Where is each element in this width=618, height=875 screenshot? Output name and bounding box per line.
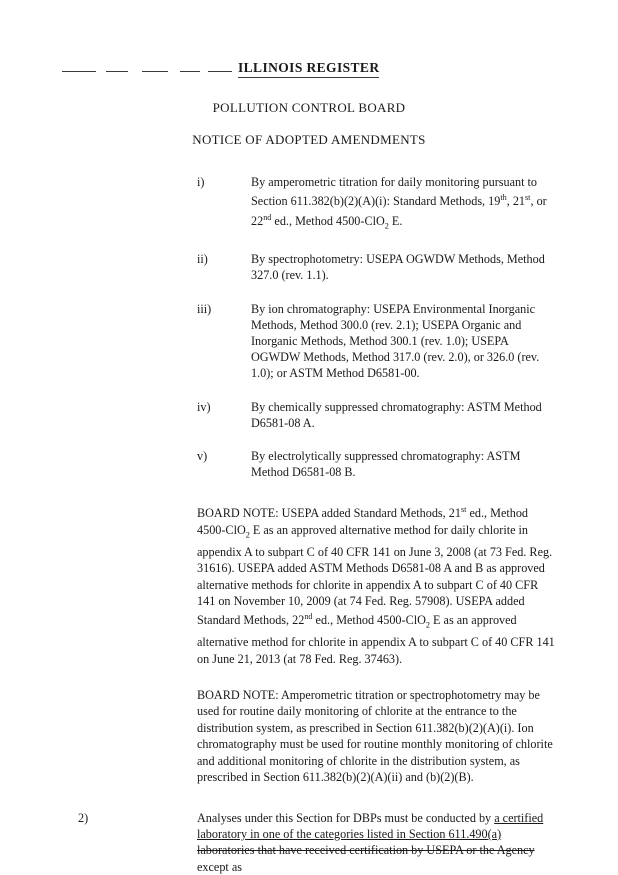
roman-list-text — [251, 175, 547, 228]
text-run: E. — [389, 214, 403, 228]
board-notes — [62, 502, 556, 785]
page-header — [62, 60, 556, 86]
roman-list-item — [197, 448, 556, 480]
numbered-paragraph-marker: 2) — [78, 810, 88, 826]
text-run: USEPA added Standard Methods, 21 — [279, 506, 461, 520]
numbered-paragraph-text — [197, 811, 543, 874]
board-note — [62, 687, 556, 785]
text-run: st — [461, 505, 466, 514]
text-run: By amperometric titration for daily monitoring pursuant to Section 611.382(b)(2)(A)(i): Standard Methods, 19 — [251, 175, 537, 208]
register-title: ILLINOIS REGISTER — [238, 60, 379, 78]
text-run: ed., Method 4500-ClO — [197, 506, 528, 536]
roman-list-text — [251, 400, 542, 430]
text-run: By ion chromatography: USEPA Environmental Inorganic Methods, Method 300.0 (rev. 2.1); USEPA Organic and Inorganic Methods, Method 300.1 (rev. 1.0); USEPA OGWDW Methods, Method 317.0 (rev. 2.0), or 326.0 (rev. 1.0); or ASTM Method D6581-00. — [251, 302, 539, 381]
header-dash-4 — [180, 70, 200, 72]
text-run: , or 22 — [251, 194, 547, 227]
text-run: ed., Method 4500-ClO — [271, 214, 384, 228]
text-run: E as an approved alternative method for daily chlorite in appendix A to subpart C of 40 CFR 141 on June 3, 2008 (at 73 Fed. Reg. 31616). USEPA added ASTM Methods D6581-08 A and B as approved alternative methods for chlorite in appendix A to subpart C of 40 CFR 141 on November 10, 2009 (at 74 Fed. Reg. 57908). USEPA added Standard Methods, 22 — [197, 523, 552, 628]
text-run: E as an approved alternative method for chlorite in appendix A to subpart C of 40 CFR 141 on June 21, 2013 (at 78 Fed. Reg. 37463). — [197, 613, 555, 665]
roman-list-item — [197, 174, 556, 234]
text-run: nd — [263, 212, 271, 221]
text-run: Analyses under this Section for DBPs must be conducted by — [197, 811, 494, 825]
roman-list-text — [251, 449, 520, 479]
inserted-text: a certified laboratory in one of the categories listed in Section 611.490(a) — [197, 811, 543, 841]
text-run: By spectrophotometry: USEPA OGWDW Methods, Method 327.0 (rev. 1.1). — [251, 252, 545, 282]
text-run: , 21 — [507, 194, 525, 208]
roman-list-text — [251, 252, 545, 282]
text-run: except as — [197, 860, 242, 874]
header-dash-3 — [142, 70, 168, 72]
roman-list-item — [197, 301, 556, 382]
header-dash-1 — [62, 70, 96, 72]
roman-list-marker: i) — [197, 174, 204, 190]
text-run: By electrolytically suppressed chromatography: ASTM Method D6581-08 B. — [251, 449, 520, 479]
text-run: 2 — [246, 530, 250, 539]
header-dash-2 — [106, 70, 128, 72]
text-run: By chemically suppressed chromatography: ASTM Method D6581-08 A. — [251, 400, 542, 430]
text-run: 2 — [426, 621, 430, 630]
roman-list-marker: iv) — [197, 399, 211, 415]
roman-list-text — [251, 302, 539, 381]
text-run: ed., Method 4500-ClO — [313, 613, 426, 627]
deleted-text: laboratories that have received certification by USEPA or the Agency — [197, 843, 535, 857]
board-note-label: BOARD NOTE: — [197, 506, 279, 520]
text-run: th — [500, 193, 506, 202]
notice-title: NOTICE OF ADOPTED AMENDMENTS — [62, 132, 556, 148]
roman-list-item — [197, 399, 556, 431]
roman-numeral-list — [62, 174, 556, 480]
numbered-paragraph — [62, 810, 556, 875]
board-note — [62, 502, 556, 667]
board-note-label: BOARD NOTE: — [197, 688, 279, 702]
text-run: 2 — [385, 221, 389, 230]
roman-list-marker: iii) — [197, 301, 211, 317]
header-dash-5 — [208, 70, 232, 72]
text-run: nd — [304, 612, 312, 621]
text-run: Amperometric titration or spectrophotometry may be used for routine daily monitoring of chlorite at the entrance to the distribution system, as prescribed in Section 611.382(b)(2)(A)(i). Ion chromatography must be used for routine monthly monitoring of chlorite and additional monitoring of chlorite in the distribution system, as prescribed in Section 611.382(b)(2)(A)(ii) and (b)(2)(B). — [197, 688, 553, 784]
board-title: POLLUTION CONTROL BOARD — [62, 100, 556, 116]
board-note-text — [197, 688, 553, 784]
roman-list-item — [197, 251, 556, 283]
roman-list-marker: v) — [197, 448, 207, 464]
board-note-text — [197, 506, 555, 665]
text-run: st — [525, 193, 530, 202]
roman-list-marker: ii) — [197, 251, 208, 267]
header-rule-dashes — [62, 70, 232, 82]
